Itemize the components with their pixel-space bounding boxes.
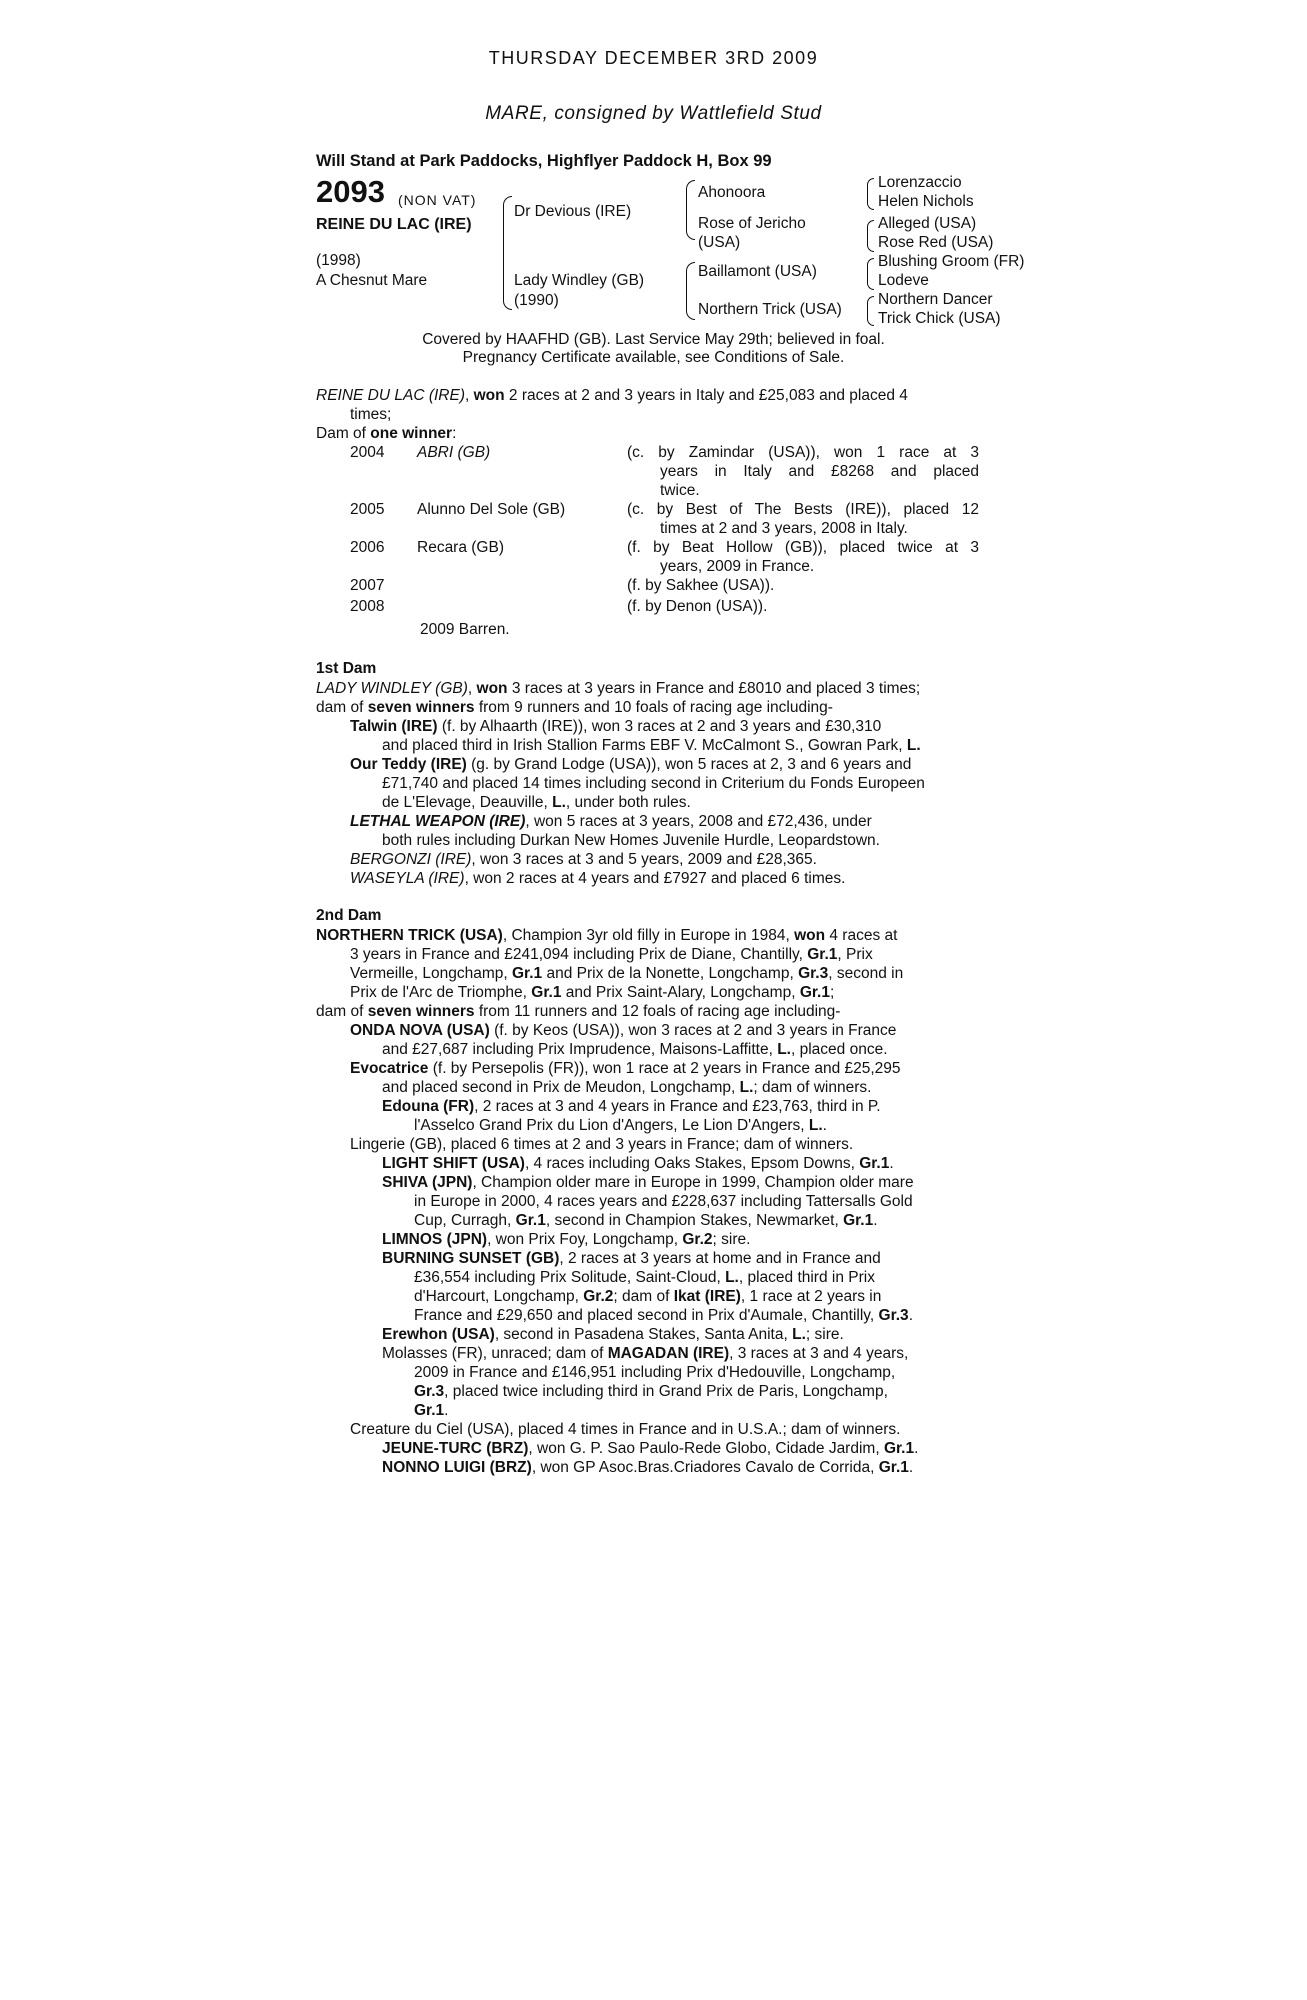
vat-status: (NON VAT) [398, 192, 477, 208]
second-dam-line-2 [350, 945, 873, 964]
second-dam-line-5 [316, 1002, 840, 1021]
evoc-name: Evocatrice [350, 1060, 429, 1077]
sale-date: THURSDAY DECEMBER 3RD 2009 [488, 48, 819, 68]
second-dam-text-3c: , second in [828, 965, 904, 982]
pedigree-dam-sire: Baillamont (USA) [698, 263, 817, 280]
first-dam-text-2b: from 9 runners and 10 foals of racing age including- [474, 699, 833, 716]
second-dam-text-4b: and Prix Saint-Alary, Longchamp, [561, 984, 800, 1001]
second-dam-text-2b: , Prix [837, 946, 873, 963]
gr1-badge: Gr.1 [859, 1155, 890, 1172]
jeune-text-2: . [914, 1440, 919, 1457]
first-dam-text-1: 3 races at 3 years in France and £8010 and placed 3 times; [507, 680, 921, 697]
onda-line-2 [382, 1040, 888, 1059]
pedigree-g3: Alleged (USA) [878, 215, 977, 232]
evoc-text-1: (f. by Persepolis (FR)), won 1 race at 2 years in France and £25,295 [428, 1060, 901, 1077]
nonno-text-1: , won GP Asoc.Bras.Criadores Cavalo de Corrida, [531, 1459, 879, 1476]
record-line-3 [316, 424, 456, 443]
pedigree-bracket-3b [867, 220, 874, 252]
shiva-line-3 [414, 1211, 878, 1230]
pedigree-sire-sire: Ahonoora [698, 184, 766, 201]
burning-text-4a: France and £29,650 and placed second in Prix d'Aumale, Chantilly, [414, 1307, 879, 1324]
second-dam-text-3a: Vermeille, Longchamp, [350, 965, 512, 982]
second-dam-heading: 2nd Dam [316, 907, 382, 924]
produce-detail-2005-a: (c. by Best of The Bests (IRE)), placed 12 [627, 501, 979, 518]
first-dam-line-2 [316, 698, 833, 717]
horse-name: REINE DU LAC (IRE) [316, 216, 472, 233]
molasses-text-1b: , 3 races at 3 and 4 years, [729, 1345, 909, 1362]
second-dam-text-2a: 3 years in France and £241,094 including Prix de Diane, Chantilly, [350, 946, 808, 963]
produce-name-2005: Alunno Del Sole (GB) [417, 501, 566, 518]
nonno-text-2: . [908, 1459, 914, 1476]
burning-line-2 [414, 1268, 875, 1287]
evoc-line-2 [382, 1078, 871, 1097]
gr1-badge: Gr.1 [807, 946, 838, 963]
pedigree-bracket-2a [686, 180, 695, 240]
produce-detail-2004-b: years in Italy and £8268 and placed [660, 463, 979, 480]
second-dam-text-1b: 4 races at [825, 927, 898, 944]
erewhon-name: Erewhon (USA) [382, 1326, 495, 1343]
pedigree-dam-dam: Northern Trick (USA) [698, 301, 842, 318]
molasses-text-4b: . [444, 1402, 449, 1419]
jeune-text-1: , won G. P. Sao Paulo-Rede Globo, Cidade Jardim, [528, 1440, 884, 1457]
produce-detail-2004-a: (c. by Zamindar (USA)), won 1 race at 3 [627, 444, 979, 461]
teddy-line-1 [350, 755, 911, 774]
erewhon-text-2: ; sire. [805, 1326, 844, 1343]
waseyla-name: WASEYLA (IRE) [350, 870, 465, 887]
pedigree-dam: Lady Windley (GB) [514, 272, 645, 289]
limnos-line [382, 1230, 750, 1249]
erewhon-line [382, 1325, 844, 1344]
light-text: , 4 races including Oaks Stakes, Epsom Downs, [524, 1155, 860, 1172]
light-text-end: . [889, 1155, 894, 1172]
talwin-listed: L. [906, 737, 921, 754]
shiva-text-3c: . [873, 1212, 878, 1229]
lethal-text-1: , won 5 races at 3 years, 2008 and £72,436, under [525, 813, 872, 830]
lingerie-line: Lingerie (GB), placed 6 times at 2 and 3 years in France; dam of winners. [350, 1136, 854, 1153]
burning-text-3b: ; dam of [613, 1288, 674, 1305]
produce-year-2004: 2004 [350, 444, 385, 461]
erewhon-text-1: , second in Pasadena Stakes, Santa Anita, [494, 1326, 793, 1343]
second-dam-line-3 [350, 964, 903, 983]
lot-number: 2093 [316, 174, 385, 209]
teddy-text-3a: de L'Elevage, Deauville, [382, 794, 553, 811]
stand-location: Will Stand at Park Paddocks, Highflyer Paddock H, Box 99 [316, 152, 772, 170]
pedigree-g2: Helen Nichols [878, 193, 974, 210]
produce-detail-2004-c: twice. [660, 482, 700, 499]
lethal-line-1 [350, 812, 872, 831]
record-line-2: times; [350, 406, 392, 423]
gr1-badge: Gr.1 [799, 984, 830, 1001]
talwin-name: Talwin (IRE) [350, 718, 438, 735]
magadan-name: MAGADAN (IRE) [607, 1345, 730, 1362]
edouna-text-1: , 2 races at 3 and 4 years in France and £23,763, third in P. [474, 1098, 881, 1115]
erewhon-listed: L. [792, 1326, 806, 1343]
gr1-badge: Gr.1 [883, 1440, 915, 1457]
onda-text-2a: and £27,687 including Prix Imprudence, Maisons-Laffitte, [382, 1041, 778, 1058]
nonno-line [382, 1458, 913, 1477]
edouna-line-2 [414, 1116, 827, 1135]
burning-text-4b: . [908, 1307, 913, 1324]
shiva-text-1: , Champion older mare in Europe in 1999, Champion older mare [472, 1174, 914, 1191]
teddy-line-2: £71,740 and placed 14 times including second in Criterium du Fonds Europeen [382, 775, 925, 792]
light-line [382, 1154, 894, 1173]
molasses-text-3b: , placed twice including third in Grand Prix de Paris, Longchamp, [444, 1383, 888, 1400]
gr3-badge: Gr.3 [414, 1383, 445, 1400]
waseyla-text: , won 2 races at 4 years and £7927 and placed 6 times. [464, 870, 846, 887]
burning-text-3c: , 1 race at 2 years in [740, 1288, 882, 1305]
molasses-line-1 [382, 1344, 908, 1363]
produce-detail-2007: (f. by Sakhee (USA)). [627, 577, 775, 594]
evoc-line-1 [350, 1059, 901, 1078]
first-dam-text-2a: dam of [316, 699, 368, 716]
burning-text-3a: d'Harcourt, Longchamp, [414, 1288, 584, 1305]
second-dam-line-1 [316, 926, 897, 945]
covered-line-2: Pregnancy Certificate available, see Conditions of Sale. [462, 349, 845, 366]
gr1-badge: Gr.1 [843, 1212, 874, 1229]
pedigree-g5: Blushing Groom (FR) [878, 253, 1025, 270]
burning-text-2b: , placed third in Prix [738, 1269, 875, 1286]
bergonzi-text: , won 3 races at 3 and 5 years, 2009 and £28,365. [471, 851, 817, 868]
edouna-text-2b: . [822, 1117, 827, 1134]
molasses-text-1a: Molasses (FR), unraced; dam of [382, 1345, 608, 1362]
produce-detail-2005-b: times at 2 and 3 years, 2008 in Italy. [660, 520, 908, 537]
waseyla-line [350, 869, 845, 888]
one-winner: one winner [370, 425, 453, 442]
talwin-text-2: and placed third in Irish Stallion Farms EBF V. McCalmont S., Gowran Park, [382, 737, 907, 754]
edouna-listed: L. [808, 1117, 823, 1134]
onda-text-2b: , placed once. [790, 1041, 888, 1058]
pedigree-bracket-3c [867, 258, 874, 290]
second-dam-text-5b: from 11 runners and 12 foals of racing age including- [474, 1003, 841, 1020]
second-dam-won: won [794, 927, 826, 944]
record-horse-name: REINE DU LAC (IRE) [316, 387, 465, 404]
second-dam-name: NORTHERN TRICK (USA) [316, 927, 503, 944]
record-line-1: REINE DU LAC (IRE), won 2 races at 2 and 3 years in Italy and £25,083 and placed 4 [316, 387, 908, 404]
jeune-name: JEUNE-TURC (BRZ) [382, 1440, 529, 1457]
ikat-name: Ikat (IRE) [673, 1288, 741, 1305]
pedigree-dam-year: (1990) [514, 292, 559, 309]
bergonzi-line [350, 850, 817, 869]
burning-line-1 [382, 1249, 881, 1268]
lethal-name: LETHAL WEAPON (IRE) [350, 813, 526, 830]
burning-line-4 [414, 1306, 913, 1325]
pedigree-sire-dam: Rose of Jericho [698, 215, 806, 232]
produce-name-2004: ABRI (GB) [417, 444, 491, 461]
barren-note: 2009 Barren. [420, 621, 510, 638]
pedigree-bracket-1 [503, 196, 512, 310]
gr3-badge: Gr.3 [798, 965, 829, 982]
evoc-text-2b: ; dam of winners. [753, 1079, 872, 1096]
pedigree-g7: Northern Dancer [878, 291, 993, 308]
onda-text-1: (f. by Keos (USA)), won 3 races at 2 and 3 years in France [489, 1022, 897, 1039]
second-dam-seven-winners: seven winners [367, 1003, 475, 1020]
burning-text-2a: £36,554 including Prix Solitude, Saint-Cloud, [414, 1269, 726, 1286]
burning-line-3 [414, 1287, 881, 1306]
light-name: LIGHT SHIFT (USA) [382, 1155, 525, 1172]
gr1-badge: Gr.1 [511, 965, 543, 982]
gr2-badge: Gr.2 [583, 1288, 614, 1305]
nonno-name: NONNO LUIGI (BRZ) [382, 1459, 532, 1476]
limnos-text-2: ; sire. [712, 1231, 751, 1248]
teddy-name: Our Teddy (IRE) [350, 756, 467, 773]
first-dam-won: won [476, 680, 508, 697]
gr2-badge: Gr.2 [682, 1231, 713, 1248]
bergonzi-name: BERGONZI (IRE) [350, 851, 472, 868]
teddy-text-3b: , under both rules. [565, 794, 691, 811]
jeune-line [382, 1439, 918, 1458]
onda-line-1 [350, 1021, 896, 1040]
second-dam-text-1a: , Champion 3yr old filly in Europe in 1984, [502, 927, 795, 944]
produce-detail-2008: (f. by Denon (USA)). [627, 598, 768, 615]
molasses-line-4 [414, 1401, 448, 1420]
second-dam-text-5a: dam of [316, 1003, 368, 1020]
covered-line-1: Covered by HAAFHD (GB). Last Service May 29th; believed in foal. [422, 331, 885, 348]
horse-description: A Chesnut Mare [316, 272, 428, 289]
first-dam-heading: 1st Dam [316, 660, 377, 677]
record-won: won [473, 387, 505, 404]
teddy-text-1: (g. by Grand Lodge (USA)), won 5 races at 2, 3 and 6 years and [466, 756, 912, 773]
pedigree-bracket-3d [867, 296, 874, 326]
evoc-text-2a: and placed second in Prix de Meudon, Longchamp, [382, 1079, 740, 1096]
produce-year-2005: 2005 [350, 501, 385, 518]
pedigree-g1: Lorenzaccio [878, 174, 962, 191]
dam-of-label: Dam of [316, 425, 371, 442]
pedigree-g6: Lodeve [878, 272, 929, 289]
second-dam-line-4 [350, 983, 834, 1002]
pedigree-g4: Rose Red (USA) [878, 234, 994, 251]
molasses-line-2: 2009 in France and £146,951 including Prix d'Hedouville, Longchamp, [414, 1364, 896, 1381]
gr1-badge: Gr.1 [515, 1212, 546, 1229]
talwin-text-1: (f. by Alhaarth (IRE)), won 3 races at 2 and 3 years and £30,310 [437, 718, 882, 735]
pedigree-bracket-2b [686, 262, 695, 320]
gr1-badge: Gr.1 [531, 984, 562, 1001]
gr1-badge: Gr.1 [878, 1459, 909, 1476]
teddy-line-3 [382, 793, 691, 812]
second-dam-text-4c: ; [829, 984, 835, 1001]
pedigree-sire-dam-country: (USA) [698, 234, 741, 251]
talwin-line-1 [350, 717, 881, 736]
limnos-text-1: , won Prix Foy, Longchamp, [487, 1231, 683, 1248]
produce-detail-2006-b: years, 2009 in France. [660, 558, 815, 575]
consignment-line: MARE, consigned by Wattlefield Stud [485, 103, 822, 124]
evoc-listed: L. [739, 1079, 754, 1096]
pedigree-sire: Dr Devious (IRE) [514, 203, 632, 220]
creature-line: Creature du Ciel (USA), placed 4 times in France and in U.S.A.; dam of winners. [350, 1421, 901, 1438]
edouna-name: Edouna (FR) [382, 1098, 475, 1115]
onda-listed: L. [777, 1041, 791, 1058]
burning-name: BURNING SUNSET (GB) [382, 1250, 560, 1267]
produce-year-2006: 2006 [350, 539, 385, 556]
edouna-line-1 [382, 1097, 881, 1116]
onda-name: ONDA NOVA (USA) [350, 1022, 490, 1039]
teddy-listed: L. [552, 794, 566, 811]
horse-year: (1998) [316, 252, 361, 269]
produce-name-2006: Recara (GB) [417, 539, 504, 556]
gr3-badge: Gr.3 [878, 1307, 909, 1324]
molasses-line-3 [414, 1382, 888, 1401]
produce-year-2007: 2007 [350, 577, 385, 594]
burning-text-1: , 2 races at 3 years at home and in France and [559, 1250, 881, 1267]
limnos-name: LIMNOS (JPN) [382, 1231, 488, 1248]
talwin-line-2 [382, 736, 921, 755]
record-text-1: 2 races at 2 and 3 years in Italy and £25,083 and placed 4 [504, 387, 908, 404]
first-dam-line-1: LADY WINDLEY (GB), won 3 races at 3 years in France and £8010 and placed 3 times; [316, 680, 921, 697]
dam-of-colon: : [452, 425, 457, 442]
produce-year-2008: 2008 [350, 598, 385, 615]
first-dam-name: LADY WINDLEY (GB) [316, 680, 468, 697]
shiva-text-3b: , second in Champion Stakes, Newmarket, [545, 1212, 844, 1229]
pedigree-bracket-3a [867, 178, 874, 210]
edouna-text-2a: l'Asselco Grand Prix du Lion d'Angers, Le Lion D'Angers, [414, 1117, 809, 1134]
first-dam-seven-winners: seven winners [367, 699, 475, 716]
second-dam-text-4a: Prix de l'Arc de Triomphe, [350, 984, 532, 1001]
gr1-badge: Gr.1 [414, 1402, 445, 1419]
shiva-text-3a: Cup, Curragh, [414, 1212, 516, 1229]
second-dam-text-3b: and Prix de la Nonette, Longchamp, [542, 965, 799, 982]
produce-detail-2006-a: (f. by Beat Hollow (GB)), placed twice at 3 [627, 539, 979, 556]
shiva-name: SHIVA (JPN) [382, 1174, 473, 1191]
lethal-line-2: both rules including Durkan New Homes Juvenile Hurdle, Leopardstown. [382, 832, 880, 849]
shiva-line-2: in Europe in 2000, 4 races years and £228,637 including Tattersalls Gold [414, 1193, 913, 1210]
pedigree-g8: Trick Chick (USA) [878, 310, 1001, 327]
shiva-line-1 [382, 1173, 914, 1192]
burning-listed: L. [725, 1269, 739, 1286]
